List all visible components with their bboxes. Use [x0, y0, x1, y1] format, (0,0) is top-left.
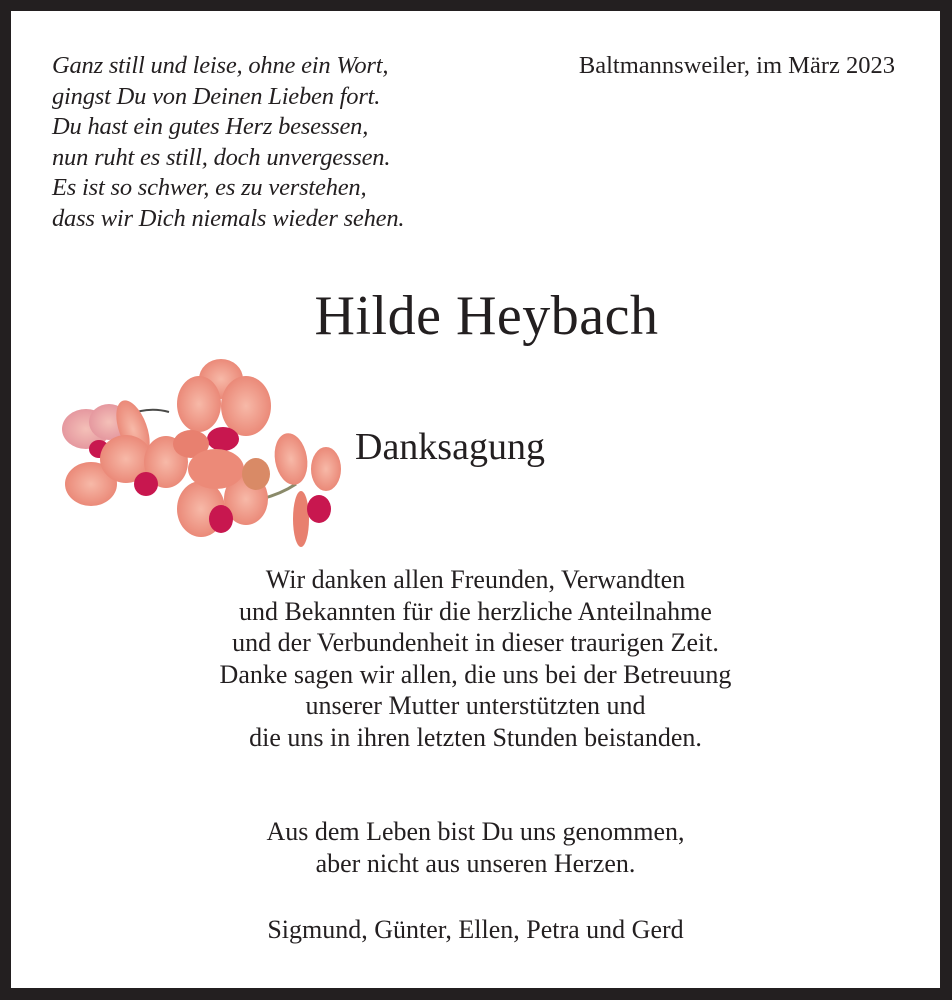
thanks-line: und der Verbundenheit in dieser traurigen Zeit. — [232, 628, 719, 657]
thanks-line: Danke sagen wir allen, die uns bei der Betreuung — [219, 659, 732, 689]
thanks-line: Wir danken allen Freunden, Verwandten — [265, 565, 686, 594]
quote-line: aber nicht aus unseren Herzen. — [315, 848, 636, 878]
thanks-line: unserer Mutter unterstützten und — [305, 691, 646, 720]
family-signatures: Sigmund, Günter, Ellen, Petra und Gerd — [267, 915, 684, 944]
subtitle-danksagung: Danksagung — [355, 426, 545, 468]
poem-line: Du hast ein gutes Herz besessen, — [52, 113, 369, 140]
poem-line: gingst Du von Deinen Lieben fort. — [52, 82, 381, 110]
poem-line: dass wir Dich niemals wieder sehen. — [52, 204, 405, 232]
place-date: Baltmannsweiler, im März 2023 — [578, 52, 895, 79]
poem-line: nun ruht es still, doch unvergessen. — [52, 143, 391, 171]
closing-quote — [11, 816, 940, 879]
quote-line: Aus dem Leben bist Du uns genommen, — [266, 817, 685, 846]
poem-line: Es ist so schwer, es zu verstehen, — [52, 174, 367, 201]
poem-line: Ganz still und leise, ohne ein Wort, — [52, 52, 389, 79]
memorial-poem — [52, 51, 404, 234]
thanks-line: die uns in ihren letzten Stunden beistanden. — [249, 722, 702, 752]
thanks-line: und Bekannten für die herzliche Anteilnahme — [239, 596, 712, 626]
thanks-paragraph — [11, 564, 940, 753]
orchid-flowers-icon — [51, 344, 341, 554]
deceased-name: Hilde Heybach — [314, 285, 659, 347]
obituary-notice — [11, 11, 940, 988]
